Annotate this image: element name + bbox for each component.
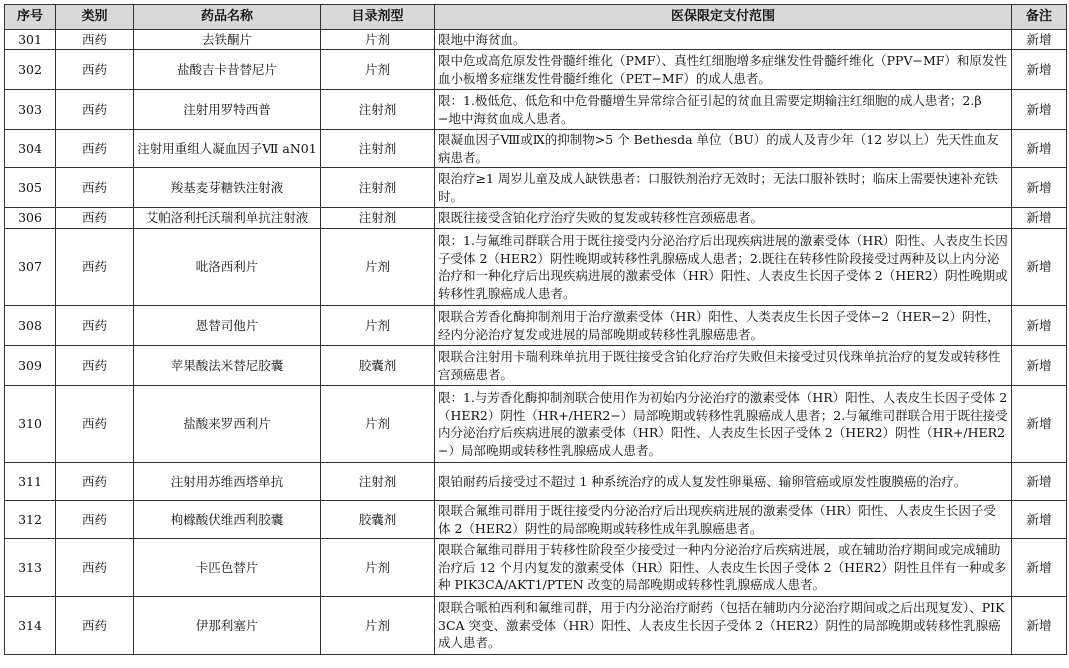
table-row [5,501,1067,539]
cell-number: 305 [5,168,56,208]
cell-number: 308 [5,306,56,346]
cell-category: 西药 [56,539,134,597]
cell-category: 西药 [56,386,134,463]
column-header-remarks: 备注 [1012,5,1067,30]
cell-coverage-scope: 限联合氟维司群用于既往接受内分泌治疗后出现疾病进展的激素受体（HR）阳性、人表皮生长因子受体 2（HER2）阴性的局部晚期或转移性成年乳腺癌患者。 [435,501,1012,539]
cell-drug-name: 盐酸来罗西利片 [134,386,321,463]
cell-number: 311 [5,463,56,501]
cell-category: 西药 [56,168,134,208]
cell-remarks: 新增 [1012,90,1067,130]
cell-category: 西药 [56,306,134,346]
cell-dosage-form: 片剂 [321,386,435,463]
cell-drug-name: 盐酸吉卡昔替尼片 [134,50,321,90]
column-header-dosage-form: 目录剂型 [321,5,435,30]
cell-coverage-scope: 限凝血因子Ⅷ或Ⅸ的抑制物>5 个 Bethesda 单位（BU）的成人及青少年（12 岁以上）先天性血友病患者。 [435,130,1012,168]
table-row [5,463,1067,501]
cell-drug-name: 注射用苏维西塔单抗 [134,463,321,501]
cell-drug-name: 去铁酮片 [134,30,321,50]
cell-coverage-scope: 限：1.与氟维司群联合用于既往接受内分泌治疗后出现疾病进展的激素受体（HR）阳性、人表皮生长因子受体 2（HER2）阴性晚期或转移性乳腺癌成人患者；2.既往在转移性阶段接受过两种及以上内分泌治疗和一种化疗后出现疾病进展的激素受体（HR）阳性、人表皮生长因子受体 2（HER2）阴性晚期或转移性乳腺癌成人患者。 [435,229,1012,306]
cell-dosage-form: 注射剂 [321,208,435,229]
cell-remarks: 新增 [1012,130,1067,168]
cell-remarks: 新增 [1012,539,1067,597]
cell-dosage-form: 片剂 [321,229,435,306]
cell-dosage-form: 注射剂 [321,90,435,130]
cell-number: 314 [5,597,56,655]
cell-category: 西药 [56,130,134,168]
cell-remarks: 新增 [1012,463,1067,501]
table-header-row [5,5,1067,30]
column-header-coverage-scope: 医保限定支付范围 [435,5,1012,30]
cell-drug-name: 枸橼酸伏维西利胶囊 [134,501,321,539]
table-row [5,597,1067,655]
cell-number: 307 [5,229,56,306]
cell-number: 312 [5,501,56,539]
cell-remarks: 新增 [1012,208,1067,229]
cell-category: 西药 [56,90,134,130]
cell-drug-name: 恩替司他片 [134,306,321,346]
cell-category: 西药 [56,597,134,655]
table-row [5,50,1067,90]
cell-dosage-form: 胶囊剂 [321,501,435,539]
cell-drug-name: 伊那利塞片 [134,597,321,655]
column-header-number: 序号 [5,5,56,30]
cell-coverage-scope: 限联合芳香化酶抑制剂用于治疗激素受体（HR）阳性、人类表皮生长因子受体−2（HER−2）阴性，经内分泌治疗复发或进展的局部晚期或转移性乳腺癌患者。 [435,306,1012,346]
table-row [5,90,1067,130]
cell-dosage-form: 片剂 [321,539,435,597]
cell-dosage-form: 注射剂 [321,130,435,168]
cell-number: 310 [5,386,56,463]
cell-coverage-scope: 限治疗≥1 周岁儿童及成人缺铁患者：口服铁剂治疗无效时；无法口服补铁时；临床上需要快速补充铁时。 [435,168,1012,208]
table-row [5,130,1067,168]
cell-category: 西药 [56,208,134,229]
cell-dosage-form: 片剂 [321,597,435,655]
cell-number: 313 [5,539,56,597]
cell-category: 西药 [56,463,134,501]
cell-coverage-scope: 限既往接受含铂化疗治疗失败的复发或转移性宫颈癌患者。 [435,208,1012,229]
cell-dosage-form: 片剂 [321,50,435,90]
cell-coverage-scope: 限中危或高危原发性骨髓纤维化（PMF）、真性红细胞增多症继发性骨髓纤维化（PPV−MF）和原发性血小板增多症继发性骨髓纤维化（PET−MF）的成人患者。 [435,50,1012,90]
cell-drug-name: 卡匹色替片 [134,539,321,597]
table-row [5,30,1067,50]
cell-remarks: 新增 [1012,229,1067,306]
cell-coverage-scope: 限：1.与芳香化酶抑制剂联合使用作为初始内分泌治疗的激素受体（HR）阳性、人表皮生长因子受体 2（HER2）阴性（HR+/HER2−）局部晚期或转移性乳腺癌成人患者；2.与氟维司群联合用于既往接受内分泌治疗后疾病进展的激素受体（HR）阳性、人表皮生长因子受体 2（HER2）阴性（HR+/HER2−）局部晚期或转移性乳腺癌成人患者。 [435,386,1012,463]
cell-remarks: 新增 [1012,50,1067,90]
cell-remarks: 新增 [1012,501,1067,539]
cell-number: 309 [5,346,56,386]
cell-coverage-scope: 限：1.极低危、低危和中危骨髓增生异常综合征引起的贫血且需要定期输注红细胞的成人患者；2.β −地中海贫血成人患者。 [435,90,1012,130]
cell-dosage-form: 片剂 [321,306,435,346]
cell-coverage-scope: 限联合注射用卡瑞利珠单抗用于既往接受含铂化疗治疗失败但未接受过贝伐珠单抗治疗的复发或转移性宫颈癌患者。 [435,346,1012,386]
cell-remarks: 新增 [1012,168,1067,208]
cell-remarks: 新增 [1012,346,1067,386]
table-row [5,386,1067,463]
drug-catalog-table [4,4,1067,655]
cell-coverage-scope: 限铂耐药后接受过不超过 1 种系统治疗的成人复发性卵巢癌、输卵管癌或原发性腹膜癌的治疗。 [435,463,1012,501]
column-header-drug-name: 药品名称 [134,5,321,30]
table-row [5,229,1067,306]
table-row [5,208,1067,229]
cell-drug-name: 吡洛西利片 [134,229,321,306]
table-row [5,306,1067,346]
cell-drug-name: 注射用罗特西普 [134,90,321,130]
cell-category: 西药 [56,346,134,386]
cell-number: 301 [5,30,56,50]
cell-remarks: 新增 [1012,597,1067,655]
table-row [5,346,1067,386]
cell-category: 西药 [56,229,134,306]
cell-number: 302 [5,50,56,90]
cell-drug-name: 注射用重组人凝血因子Ⅶ aN01 [134,130,321,168]
cell-category: 西药 [56,50,134,90]
cell-coverage-scope: 限联合哌柏西利和氟维司群，用于内分泌治疗耐药（包括在辅助内分泌治疗期间或之后出现复发）、PIK3CA 突变、激素受体（HR）阳性、人表皮生长因子受体 2（HER2）阴性的局部晚期或转移性乳腺癌成人患者。 [435,597,1012,655]
column-header-category: 类别 [56,5,134,30]
cell-drug-name: 苹果酸法米替尼胶囊 [134,346,321,386]
table-row [5,539,1067,597]
cell-number: 306 [5,208,56,229]
cell-dosage-form: 胶囊剂 [321,346,435,386]
cell-remarks: 新增 [1012,386,1067,463]
cell-number: 304 [5,130,56,168]
cell-coverage-scope: 限联合氟维司群用于转移性阶段至少接受过一种内分泌治疗后疾病进展，或在辅助治疗期间或完成辅助治疗后 12 个月内复发的激素受体（HR）阳性、人表皮生长因子受体 2（HER2）阴性且伴有一种或多种 PIK3CA/AKT1/PTEN 改变的局部晚期或转移性乳腺癌成人患者。 [435,539,1012,597]
cell-dosage-form: 注射剂 [321,168,435,208]
cell-coverage-scope: 限地中海贫血。 [435,30,1012,50]
cell-drug-name: 艾帕洛利托沃瑞利单抗注射液 [134,208,321,229]
cell-drug-name: 羧基麦芽糖铁注射液 [134,168,321,208]
cell-remarks: 新增 [1012,30,1067,50]
cell-dosage-form: 注射剂 [321,463,435,501]
cell-number: 303 [5,90,56,130]
cell-category: 西药 [56,501,134,539]
cell-dosage-form: 片剂 [321,30,435,50]
table-row [5,168,1067,208]
cell-remarks: 新增 [1012,306,1067,346]
cell-category: 西药 [56,30,134,50]
